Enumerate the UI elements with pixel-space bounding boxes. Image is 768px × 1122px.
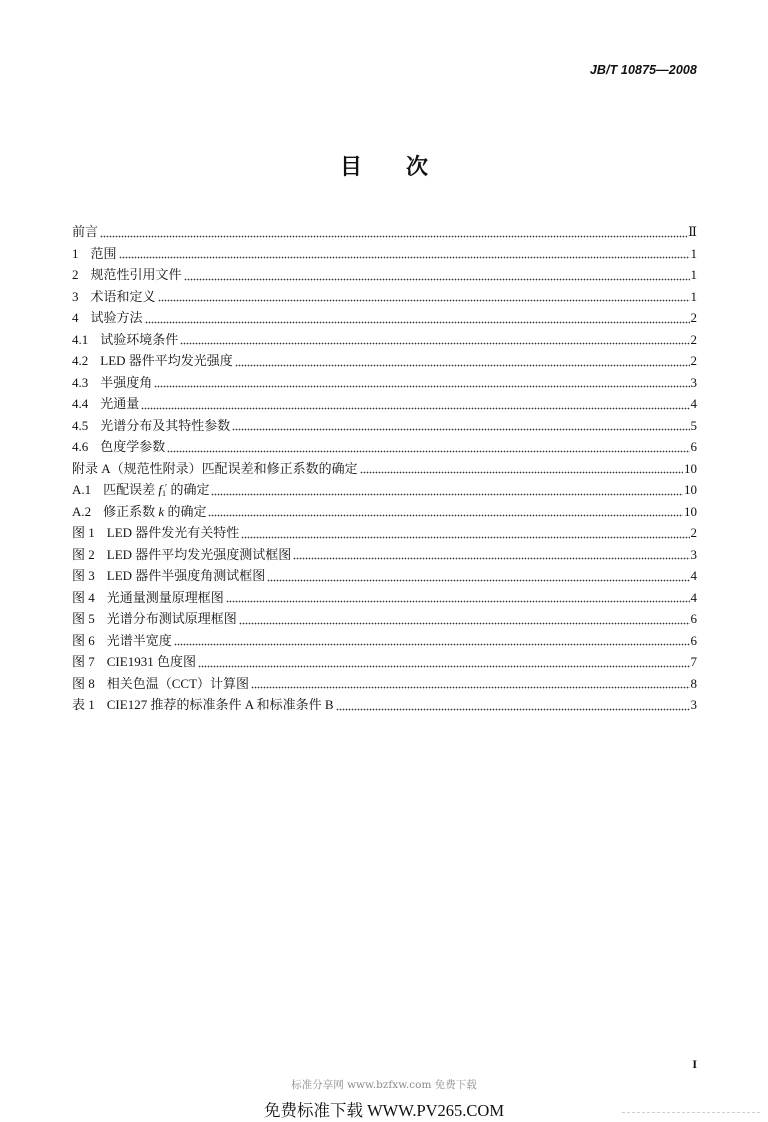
toc-title-text: 试验方法 [90,310,143,325]
toc-entry-title [100,329,178,351]
toc-entry [72,587,697,609]
page-number: I [692,1057,697,1071]
toc-entry-page: 1 [690,267,697,282]
toc-entry-page: 3 [690,374,697,390]
toc-leader-dots [145,307,690,329]
toc-entry [72,651,697,673]
toc-entry-page: 4 [690,589,697,605]
toc-entry-number: 4.1 [72,331,89,347]
toc-entry-page: 10 [684,503,697,519]
toc-entry-title [100,393,139,415]
watermark-text: 标准分享网 www.bzfxw.com 免费下载 [291,1079,477,1091]
toc-leader-dots [251,673,689,695]
toc-leader-dots [198,651,690,673]
toc-title-text: 光通量测量原理框图 [106,589,224,605]
toc-title-text: 试验环境条件 [100,331,179,347]
toc-entry-title [107,694,334,716]
toc-leader-dots [158,286,690,308]
toc-entry [72,393,697,415]
toc-entry [72,479,697,501]
toc-title-text: 光通量 [100,396,140,411]
toc-entry-number: 图 2 [72,546,95,562]
toc-entry-page: 2 [690,310,697,325]
toc-leader-dots [180,329,689,351]
toc-leader-dots [239,608,690,630]
toc-title-text: CIE1931 色度图 [106,654,196,669]
toc-leader-dots [174,630,690,652]
toc-entry-title [107,522,240,544]
toc-title-text: LED 器件平均发光强度 [100,353,233,368]
toc-entry [72,415,697,437]
toc-title-text: 半强度角 [100,374,153,390]
toc-entry [72,673,697,695]
toc-entry-title [107,587,224,609]
toc-title-text: 规范性引用文件 [90,267,182,282]
toc-entry-title [107,651,196,673]
toc-entry-title [72,221,98,243]
toc-entry [72,372,697,394]
toc-leader-dots [141,393,689,415]
toc-leader-dots [226,587,690,609]
toc-entry-number: 图 5 [72,611,95,626]
standard-code-header: JB/T 10875—2008 [589,63,697,77]
toc-entry-title [107,608,237,630]
toc-entry-number: 3 [72,288,79,304]
toc-title-text: 前言 [72,224,99,239]
toc-entry-title [103,479,209,501]
toc-entry [72,436,697,458]
toc-leader-dots [167,436,689,458]
toc-entry [72,264,697,286]
toc-leader-dots [208,501,683,523]
toc-title-text: 光谱分布及其特性参数 [100,417,231,433]
toc-list [72,221,697,716]
toc-title-text: 修正系数 [103,503,159,519]
toc-entry-page: 4 [690,568,697,583]
toc-entry-number: 表 1 [72,697,95,712]
toc-entry-number: 图 1 [72,525,95,540]
math-prime-mark: ′ [165,483,168,494]
toc-entry [72,350,697,372]
decorative-dash-line [622,1112,760,1113]
toc-leader-dots [100,221,687,243]
toc-title-text: 的确定 [167,482,210,497]
toc-title-text: 的确定 [164,503,207,519]
toc-title-text: LED 器件发光有关特性 [106,525,240,540]
toc-entry-number: 2 [72,267,79,282]
toc-entry-number: 1 [72,245,79,261]
toc-entry-number: A.2 [72,503,92,519]
toc-entry-title [100,436,165,458]
toc-entry-page: 2 [690,353,697,368]
toc-entry-number: A.1 [72,482,92,497]
toc-entry [72,544,697,566]
toc-entry-page: 2 [690,331,697,347]
toc-entry-title [107,544,292,566]
math-variable: k [158,503,165,519]
toc-entry-number: 4.2 [72,353,89,368]
toc-entry-number: 图 4 [72,589,95,605]
toc-entry [72,501,697,523]
toc-entry-number: 图 3 [72,568,95,583]
toc-leader-dots [184,264,690,286]
toc-entry-page: 3 [690,697,697,712]
toc-entry-page: 5 [690,417,697,433]
toc-title-text: 范围 [90,245,117,261]
toc-entry-title [91,264,182,286]
toc-entry [72,458,697,480]
toc-leader-dots [241,522,689,544]
toc-entry [72,221,697,243]
toc-title-text: 相关色温（CCT）计算图 [106,675,250,691]
toc-entry-title [107,565,266,587]
toc-title-text: 光谱半宽度 [106,632,172,648]
toc-leader-dots [293,544,689,566]
toc-leader-dots [154,372,689,394]
toc-leader-dots [119,243,690,265]
toc-entry [72,694,697,716]
toc-entry-page: 7 [690,654,697,669]
toc-entry-number: 图 6 [72,632,95,648]
toc-entry-number: 4.5 [72,417,89,433]
toc-title-text: 附录 A（规范性附录）匹配误差和修正系数的确定 [72,460,358,476]
toc-leader-dots [267,565,689,587]
toc-entry-page: 1 [690,245,697,261]
toc-entry-number: 4 [72,310,79,325]
toc-entry-number: 4.3 [72,374,89,390]
toc-title-text: LED 器件平均发光强度测试框图 [106,546,292,562]
toc-entry-number: 图 7 [72,654,95,669]
toc-entry-number: 图 8 [72,675,95,691]
toc-entry-title [107,673,249,695]
toc-entry [72,565,697,587]
toc-leader-dots [232,415,689,437]
toc-entry-page: 3 [690,546,697,562]
toc-leader-dots [360,458,683,480]
toc-entry-title [100,372,152,394]
toc-entry [72,329,697,351]
toc-entry [72,522,697,544]
toc-entry-title [91,243,117,265]
toc-entry-page: 6 [690,611,697,626]
toc-title-text: CIE127 推荐的标准条件 A 和标准条件 B [106,697,334,712]
toc-title-text: 色度学参数 [100,439,166,454]
toc-entry-page: 4 [690,396,697,411]
toc-entry-page: 8 [690,675,697,691]
toc-entry-title [91,307,143,329]
math-variable: f [158,482,163,497]
toc-entry-page: 6 [690,439,697,454]
toc-entry [72,307,697,329]
toc-entry-title [107,630,172,652]
toc-entry-page: 10 [684,460,697,476]
toc-entry-page: 1 [690,288,697,304]
toc-entry [72,608,697,630]
toc-leader-dots [235,350,690,372]
toc-entry-title [72,458,358,480]
toc-title-text: 匹配误差 [103,482,159,497]
toc-leader-dots [211,479,683,501]
toc-entry-page: 10 [684,482,697,497]
download-banner-text: 免费标准下载 WWW.PV265.COM [263,1101,504,1120]
toc-entry-number: 4.4 [72,396,89,411]
toc-entry-title [91,286,156,308]
toc-entry [72,286,697,308]
toc-entry [72,630,697,652]
toc-entry [72,243,697,265]
toc-entry-number: 4.6 [72,439,89,454]
toc-title-text: LED 器件半强度角测试框图 [106,568,266,583]
toc-entry-page: 2 [690,525,697,540]
page-title: 目 次 [339,154,428,179]
toc-entry-title [100,350,233,372]
toc-title-text: 光谱分布测试原理框图 [106,611,237,626]
math-subscript: 1 [162,489,167,498]
toc-title-text: 术语和定义 [90,288,156,304]
toc-entry-page: Ⅱ [688,224,697,239]
toc-entry-title [100,415,230,437]
toc-leader-dots [336,694,690,716]
toc-entry-page: 6 [690,632,697,648]
toc-entry-title [103,501,206,523]
